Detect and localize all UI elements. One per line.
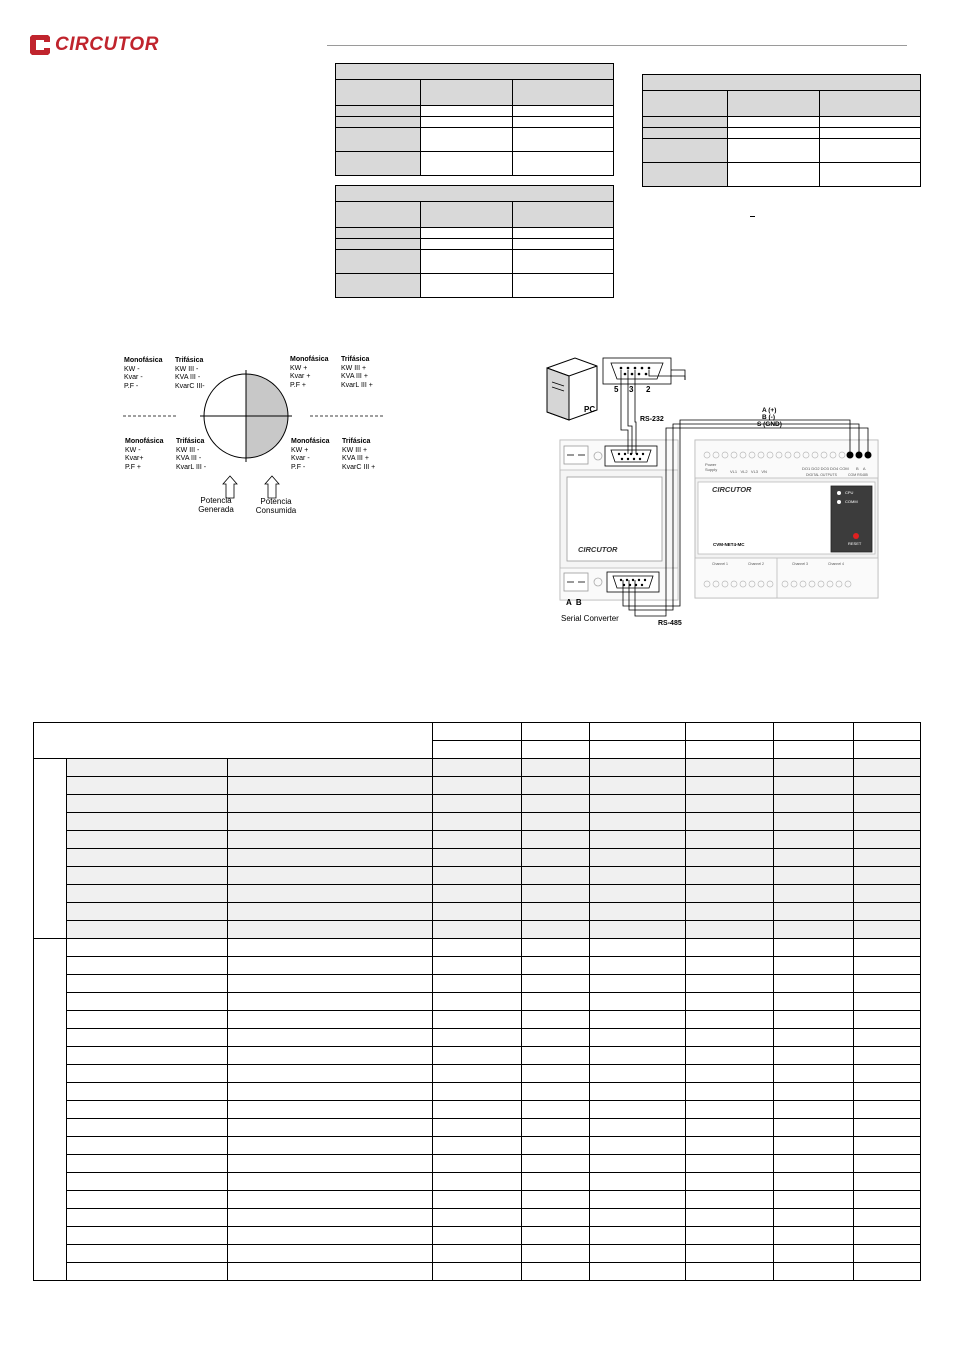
table-row <box>34 795 921 813</box>
channel-2-label: Channel 2 <box>748 562 764 566</box>
line-a-label: A (+) <box>762 407 777 414</box>
digital-outputs-label: DIGITAL OUTPUTS <box>806 473 837 477</box>
rs485-label: RS-485 <box>658 620 682 627</box>
com-rs485-label: COM RS485 <box>848 473 868 477</box>
converter-brand: CIRCUTOR <box>578 545 618 554</box>
table-row <box>34 939 921 957</box>
register-table <box>33 722 921 1281</box>
channel-3-label: Channel 3 <box>792 562 808 566</box>
channel-1-label: Channel 1 <box>712 562 728 566</box>
generated-power-label: Potencia Generada <box>198 496 234 514</box>
table-row <box>34 813 921 831</box>
table-row <box>34 903 921 921</box>
quadrant-tl-mono: Monofásica KW - Kvar - P.F - <box>124 357 163 390</box>
pin-5-label: 5 <box>614 385 619 394</box>
consumed-power-label: Potencia Consumida <box>255 497 297 515</box>
table-row <box>34 1047 921 1065</box>
spec-table-1 <box>335 63 614 176</box>
spec-table-2 <box>335 185 614 298</box>
quadrant-tl-tri: Trifásica KW III - KVA III - KvarC III- <box>175 357 205 390</box>
pc-db9-connector-icon <box>603 358 671 384</box>
table-row <box>34 759 921 777</box>
table-row <box>34 975 921 993</box>
comm-led-label: COMM <box>845 499 858 504</box>
serial-converter-label: Serial Converter <box>561 614 619 623</box>
table-row <box>34 1191 921 1209</box>
line-b-label: B (-) <box>762 414 775 421</box>
cpu-led-label: CPU <box>845 490 854 495</box>
table-row <box>34 849 921 867</box>
table-row <box>34 885 921 903</box>
table-row <box>34 1173 921 1191</box>
quadrant-br-tri: Trifásica KW III + KVA III + KvarC III + <box>342 438 376 471</box>
table-row <box>34 1227 921 1245</box>
table-row <box>34 1137 921 1155</box>
line-s-label: S (GND) <box>757 421 782 428</box>
table-row <box>34 921 921 939</box>
table-row <box>34 1101 921 1119</box>
circutor-logo <box>28 33 168 59</box>
power-supply-label: Power Supply <box>705 462 718 472</box>
outputs-label: DO1 DO2 DO3 DO4 COM <box>802 466 849 471</box>
bus-label: B A <box>856 466 866 471</box>
table-row <box>34 1263 921 1281</box>
quadrant-br-mono: Monofásica KW + Kvar - P.F - <box>291 438 330 471</box>
table-row <box>34 777 921 795</box>
header-rule <box>327 45 907 46</box>
table-row <box>34 957 921 975</box>
consumed-arrow-icon <box>265 476 279 498</box>
device-model: CVM-NET4-MC <box>713 542 745 547</box>
rs232-label: RS-232 <box>640 416 664 423</box>
table-row <box>34 1155 921 1173</box>
quadrant-bl-mono: Monofásica KW - Kvar+ P.F + <box>125 438 164 471</box>
brand-name: CIRCUTOR <box>55 34 159 55</box>
table-row <box>34 1029 921 1047</box>
pc-label: PC <box>584 405 596 414</box>
device-brand: CIRCUTOR <box>712 485 752 494</box>
quadrant-tr-mono: Monofásica KW + Kvar + P.F + <box>290 356 329 389</box>
table-row <box>34 831 921 849</box>
table-row <box>34 867 921 885</box>
generated-arrow-icon <box>223 476 237 498</box>
table-row <box>34 1011 921 1029</box>
quadrant-tr-tri: Trifásica KW III + KVA III + KvarL III + <box>341 356 373 389</box>
serial-converter-icon <box>560 440 678 600</box>
circutor-logo-icon <box>28 33 52 57</box>
table-row <box>34 993 921 1011</box>
dash-mark <box>750 216 755 217</box>
pin-2-label: 2 <box>646 385 651 394</box>
table-row <box>34 1065 921 1083</box>
table-row <box>34 1083 921 1101</box>
reset-button: RESET <box>848 541 862 546</box>
spec-table-3 <box>642 74 921 187</box>
cvm-device-icon <box>695 440 878 598</box>
table-header <box>336 64 614 80</box>
channel-4-label: Channel 4 <box>828 562 844 566</box>
table-row <box>34 1245 921 1263</box>
pin-3-label: 3 <box>629 385 634 394</box>
wiring-diagram <box>535 340 885 635</box>
quadrant-bl-tri: Trifásica KW III - KVA III - KvarL III - <box>176 438 207 471</box>
voltage-inputs-label: VL1 VL2 VL3 VN <box>730 469 767 474</box>
table-row <box>34 1209 921 1227</box>
converter-ab-label: A B <box>566 598 582 607</box>
table-row <box>34 1119 921 1137</box>
